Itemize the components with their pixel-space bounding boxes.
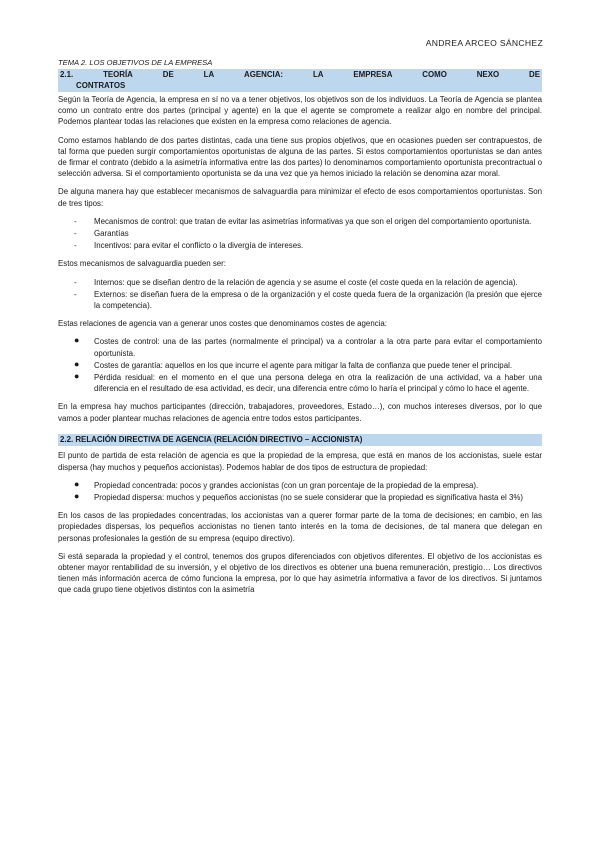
list-item (58, 492, 542, 503)
list-item-text: Incentivos: para evitar el conflicto o la divergía de intereses. (94, 241, 304, 251)
list-item (58, 360, 542, 371)
list-item-text: Propiedad dispersa: muchos y pequeños accionistas (no se suele considerar que la propiedad es significativa hasta el 3%) (94, 492, 523, 502)
dash-marker: - (74, 289, 77, 299)
heading-word: AGENCIA: (244, 70, 284, 79)
list-item-text: Propiedad concentrada: pocos y grandes accionistas (con un gran porcentaje de la propiedad de la empresa). (94, 480, 479, 490)
list-item (58, 240, 542, 251)
section-heading-2-2: 2.2. RELACIÓN DIRECTIVA DE AGENCIA (RELACIÓN DIRECTIVO – ACCIONISTA) (58, 434, 542, 447)
section-heading-2-1 (58, 69, 542, 92)
paragraph: En los casos de las propiedades concentradas, los accionistas van a querer formar parte de la toma de decisiones; en cambio, en las propiedades dispersas, los pequeños accionistas no tienen tanto interés en la toma de decisiones, de tal manera que delegan en personas profesionales la gestión de su empresa (equipo directivo). (58, 511, 542, 543)
dash-marker: - (74, 229, 77, 239)
heading-word: COMO (422, 70, 447, 79)
paragraph: Según la Teoría de Agencia, la empresa en sí no va a tener objetivos, los objetivos son de los individuos. La Teoría de Agencia se plantea como un contrato entre dos partes (principal y agente) en la que el agente se compromete a realizar algo en nombre del principal. Podemos plantear todas las relaciones que existen en la empresa como relaciones de agencia. (58, 95, 542, 127)
dash-marker: - (74, 216, 77, 226)
paragraph: Estos mecanismos de salvaguardia pueden ser: (58, 259, 226, 269)
heading-word: LA (203, 70, 215, 79)
section-heading-line-2: CONTRATOS (76, 80, 126, 90)
list-item (58, 289, 542, 311)
list-item-text: Costes de garantía: aquellos en los que incurre el agente para mitigar la falta de confianza que puede tener el principal. (94, 360, 513, 370)
paragraph: Si está separada la propiedad y el control, tenemos dos grupos diferenciados con objetivos diferentes. El objetivo de los accionistas es obtener mayor rentabilidad de su inversión, y el objetivo de los directivos es obtener una buena remuneración, prestigio… Los directivos tienen más información acerca de cómo funciona la empresa, por lo que hay asimetría informativa a favor de los directivos. Si juntamos que cada grupo tiene objetivos distintos con la asimetría (58, 551, 542, 595)
paragraph: En la empresa hay muchos participantes (dirección, trabajadores, proveedores, Estado…), con muchos intereses diversos, por lo que vamos a poder plantear muchas relaciones de agencia entre todos estos participantes. (58, 402, 542, 423)
list-item (58, 372, 542, 394)
list-item-text: Pérdida residual: en el momento en el que una persona delega en otra la realización de una actividad, va a haber una diferencia en el resultado de esa actividad, es decir, una diferencia entre cómo lo haría el principal y cómo lo hace el agente. (94, 373, 542, 394)
property-list (58, 480, 542, 503)
list-item-text: Internos: que se diseñan dentro de la relación de agencia y se asume el coste (el coste queda en la relación de agencia). (94, 277, 518, 287)
list-item-text: Externos: se diseñan fuera de la empresa o de la organización y el coste queda fuera de la organización (la presión que ejerce la competencia). (94, 289, 542, 311)
list-item (58, 480, 542, 491)
list-item (58, 216, 542, 227)
heading-word: LA (312, 70, 324, 79)
heading-word: NEXO (476, 70, 500, 79)
paragraph: Como estamos hablando de dos partes distintas, cada una tiene sus propios objetivos, que en ocasiones pueden ser contrapuestos, de tal forma que pueden surgir comportamientos oportunistas de alguna de las partes. Si estos comportamientos oportunistas se dan antes de firmar el contrato (debido a la asimetría informativa entre las dos partes) lo denominamos comportamiento oportunista precontractual o selección adversa. Si el comportamiento oportunista se da una vez que ya hemos iniciado la relación se denomina azar moral. (58, 135, 542, 179)
section-heading-line-1 (60, 70, 540, 81)
topic-title: TEMA 2. LOS OBJETIVOS DE LA EMPRESA (58, 58, 213, 67)
heading-word: DE (529, 70, 540, 79)
list-item (58, 228, 542, 239)
bullet-icon: ● (74, 335, 80, 346)
heading-word: EMPRESA (353, 70, 393, 79)
author-name: ANDREA ARCEO SÁNCHEZ (425, 38, 543, 48)
bullet-icon: ● (74, 358, 80, 369)
page-content (58, 58, 542, 603)
list-item-text: Garantías (94, 229, 129, 239)
dash-marker: - (74, 277, 77, 287)
bullet-icon: ● (74, 478, 80, 489)
list-item-text: Costes de control: una de las partes (normalmente el principal) va a controlar a la otra parte para evitar el comportamiento oportunista. (94, 337, 542, 358)
heading-word: DE (162, 70, 174, 79)
heading-word: TEORÍA (103, 70, 133, 79)
costs-list (58, 336, 542, 394)
paragraph: El punto de partida de esta relación de agencia es que la propiedad de la empresa, que está en manos de los accionistas, suele estar dispersa (hay muchos y pequeños accionistas). Podemos hablar de dos tipos de estructura de propiedad: (58, 451, 542, 472)
dash-marker: - (74, 241, 77, 251)
bullet-icon: ● (74, 490, 80, 501)
safeguards-list (58, 277, 542, 312)
list-item (58, 277, 542, 288)
list-item-text: Mecanismos de control: que tratan de evitar las asimetrías informativas ya que son el origen del comportamiento oportunista. (94, 216, 532, 226)
list-item (58, 336, 542, 358)
paragraph: De alguna manera hay que establecer mecanismos de salvaguardia para minimizar el efecto de esos comportamientos oportunistas. Son de tres tipos: (58, 187, 542, 208)
mechanisms-list (58, 216, 542, 252)
heading-word: 2.1. (60, 70, 74, 79)
bullet-icon: ● (74, 371, 80, 382)
paragraph: Estas relaciones de agencia van a generar unos costes que denominamos costes de agencia: (58, 319, 387, 329)
